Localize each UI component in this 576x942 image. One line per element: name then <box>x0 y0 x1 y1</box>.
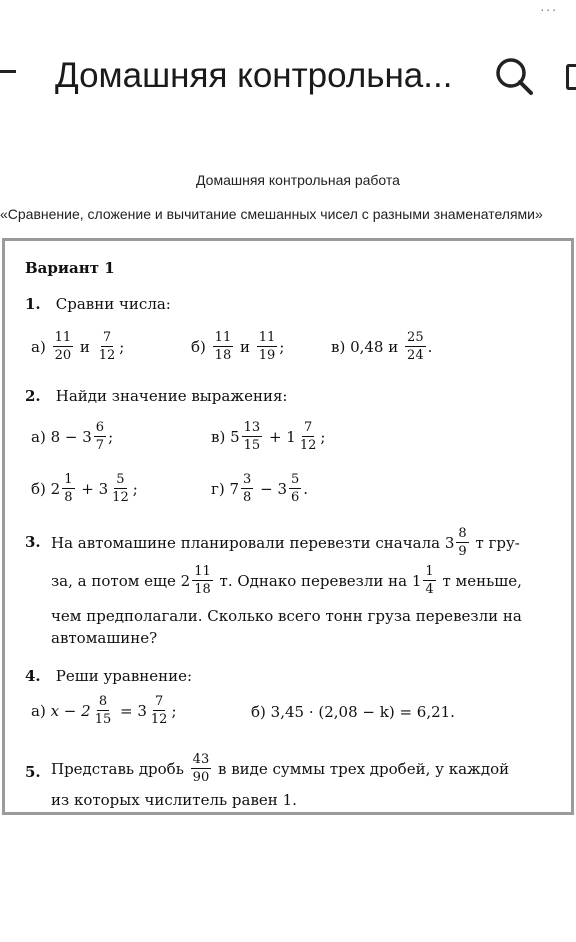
text-span: 7 <box>229 479 240 498</box>
text-span: и <box>79 337 90 356</box>
numerator: 8 <box>98 694 108 709</box>
text-span: ; <box>320 427 326 446</box>
item-label: а) <box>31 337 46 356</box>
menu-icon[interactable] <box>566 64 576 90</box>
denominator: 24 <box>407 348 424 363</box>
fraction <box>298 421 319 452</box>
numerator: 7 <box>155 694 164 709</box>
text-span: − 3 <box>260 479 287 498</box>
task-4-a <box>31 695 177 726</box>
variant-heading: Вариант 1 <box>25 259 115 277</box>
numerator: 11 <box>194 564 211 579</box>
denominator: 12 <box>299 438 317 453</box>
text-span: ; <box>279 337 285 356</box>
worksheet <box>2 238 574 815</box>
text-span: + 3 <box>81 479 109 498</box>
fraction <box>456 527 468 558</box>
text-span: за, а потом еще 2 <box>51 571 191 590</box>
denominator: 18 <box>194 582 211 597</box>
numerator: 13 <box>243 420 261 435</box>
text-span: т. Однако перевезли на 1 <box>219 571 422 590</box>
numerator: 1 <box>425 564 434 579</box>
numerator: 25 <box>407 330 424 345</box>
numerator: 43 <box>192 752 210 767</box>
fraction <box>94 421 106 452</box>
page-title: Домашняя контрольна... <box>55 56 453 95</box>
task-3-line-4 <box>51 629 157 647</box>
task-3-line-2 <box>51 565 522 596</box>
task-1-b <box>191 331 284 362</box>
fraction <box>62 473 74 504</box>
numerator: 3 <box>243 472 252 487</box>
task-1-c <box>331 331 432 362</box>
text-span: x − 2 <box>50 701 91 720</box>
numerator: 11 <box>258 330 276 345</box>
task-number: 1. <box>25 295 41 313</box>
task-5-line-1 <box>51 753 509 784</box>
app-bar <box>0 0 576 150</box>
text-span: 0,48 <box>350 337 384 356</box>
fraction <box>257 331 278 362</box>
search-icon[interactable] <box>494 56 534 96</box>
item-label: б) <box>191 337 206 356</box>
task-text: Найди значение выражения: <box>55 387 288 405</box>
document-subtitle: «Сравнение, сложение и вычитание смешанных чисел с разными знаменателями» <box>0 206 543 222</box>
task-text: Реши уравнение: <box>55 667 193 685</box>
denominator: 8 <box>64 490 73 505</box>
text-span: из которых числитель равен 1. <box>51 791 297 809</box>
task-4-b <box>251 703 455 721</box>
item-label: в) <box>331 337 346 356</box>
fraction <box>242 421 263 452</box>
numerator: 7 <box>303 420 313 435</box>
item-label: б) <box>251 703 266 721</box>
text-span: . <box>427 337 433 356</box>
fraction <box>191 753 212 784</box>
item-label: г) <box>211 479 225 498</box>
text-span: т гру- <box>475 533 520 552</box>
fraction <box>93 695 114 726</box>
denominator: 20 <box>54 348 72 363</box>
task-1-a <box>31 331 124 362</box>
task-2-a <box>31 421 113 452</box>
fraction <box>405 331 426 362</box>
denominator: 15 <box>94 712 112 727</box>
item-label: в) <box>211 427 226 446</box>
task-text: Сравни числа: <box>55 295 171 313</box>
text-span: чем предполагали. Сколько всего тонн груза перевезли на <box>51 607 522 625</box>
text-span: На автомашине планировали перевезти сначала 3 <box>51 533 455 552</box>
fraction <box>192 565 213 596</box>
fraction <box>241 473 253 504</box>
task-2-b <box>31 473 138 504</box>
task-2 <box>25 387 560 405</box>
task-3-line-3 <box>51 607 522 625</box>
denominator: 4 <box>425 582 434 597</box>
task-2-v <box>211 421 325 452</box>
task-number: 3. <box>25 533 41 551</box>
denominator: 8 <box>243 490 252 505</box>
fraction <box>110 473 131 504</box>
text-span: + 1 <box>268 427 296 446</box>
denominator: 15 <box>243 438 261 453</box>
task-4 <box>25 667 560 685</box>
status-indicator: ... <box>540 0 558 14</box>
item-label: б) <box>31 479 46 498</box>
text-span: в виде суммы трех дробей, у каждой <box>218 759 510 778</box>
text-span: 5 <box>230 427 240 446</box>
task-number: 4. <box>25 667 41 685</box>
text-span: . <box>303 479 309 498</box>
fraction <box>213 331 234 362</box>
fraction <box>289 473 301 504</box>
item-label: а) <box>31 701 46 720</box>
text-span: и <box>388 337 399 356</box>
back-arrow-icon[interactable] <box>0 70 16 73</box>
task-3-line-1 <box>51 527 520 558</box>
text-span: ; <box>119 337 125 356</box>
task-5-line-2 <box>51 791 297 809</box>
numerator: 11 <box>54 330 72 345</box>
text-span: ; <box>171 701 177 720</box>
numerator: 6 <box>95 420 105 435</box>
fraction <box>53 331 74 362</box>
text-span: 3,45 · (2,08 − k) = 6,21. <box>270 703 455 721</box>
text-span: Представь дробь <box>51 759 184 778</box>
denominator: 19 <box>258 348 276 363</box>
task-number: 5. <box>25 763 41 781</box>
document-title: Домашняя контрольная работа <box>196 172 400 188</box>
denominator: 7 <box>95 438 105 453</box>
text-span: т меньше, <box>442 571 522 590</box>
task-2-g <box>211 473 308 504</box>
fraction <box>149 695 170 726</box>
numerator: 7 <box>102 330 112 345</box>
text-span: автомашине? <box>51 629 158 647</box>
numerator: 11 <box>214 330 232 345</box>
denominator: 6 <box>291 490 300 505</box>
text-span: = 3 <box>120 701 147 720</box>
denominator: 18 <box>214 348 232 363</box>
fraction <box>423 565 435 596</box>
text-span: 8 − 3 <box>50 427 92 446</box>
text-span: и <box>240 337 250 356</box>
task-number: 2. <box>25 387 41 405</box>
denominator: 90 <box>192 770 210 785</box>
text-span: 2 <box>50 479 61 498</box>
denominator: 12 <box>150 712 168 727</box>
numerator: 8 <box>458 526 467 541</box>
denominator: 9 <box>458 544 467 559</box>
numerator: 1 <box>64 472 73 487</box>
text-span: ; <box>132 479 138 498</box>
text-span: ; <box>108 427 114 446</box>
denominator: 12 <box>112 490 129 505</box>
numerator: 5 <box>291 472 300 487</box>
item-label: а) <box>31 427 46 446</box>
numerator: 5 <box>116 472 125 487</box>
fraction <box>97 331 118 362</box>
task-1 <box>25 295 560 313</box>
denominator: 12 <box>98 348 116 363</box>
